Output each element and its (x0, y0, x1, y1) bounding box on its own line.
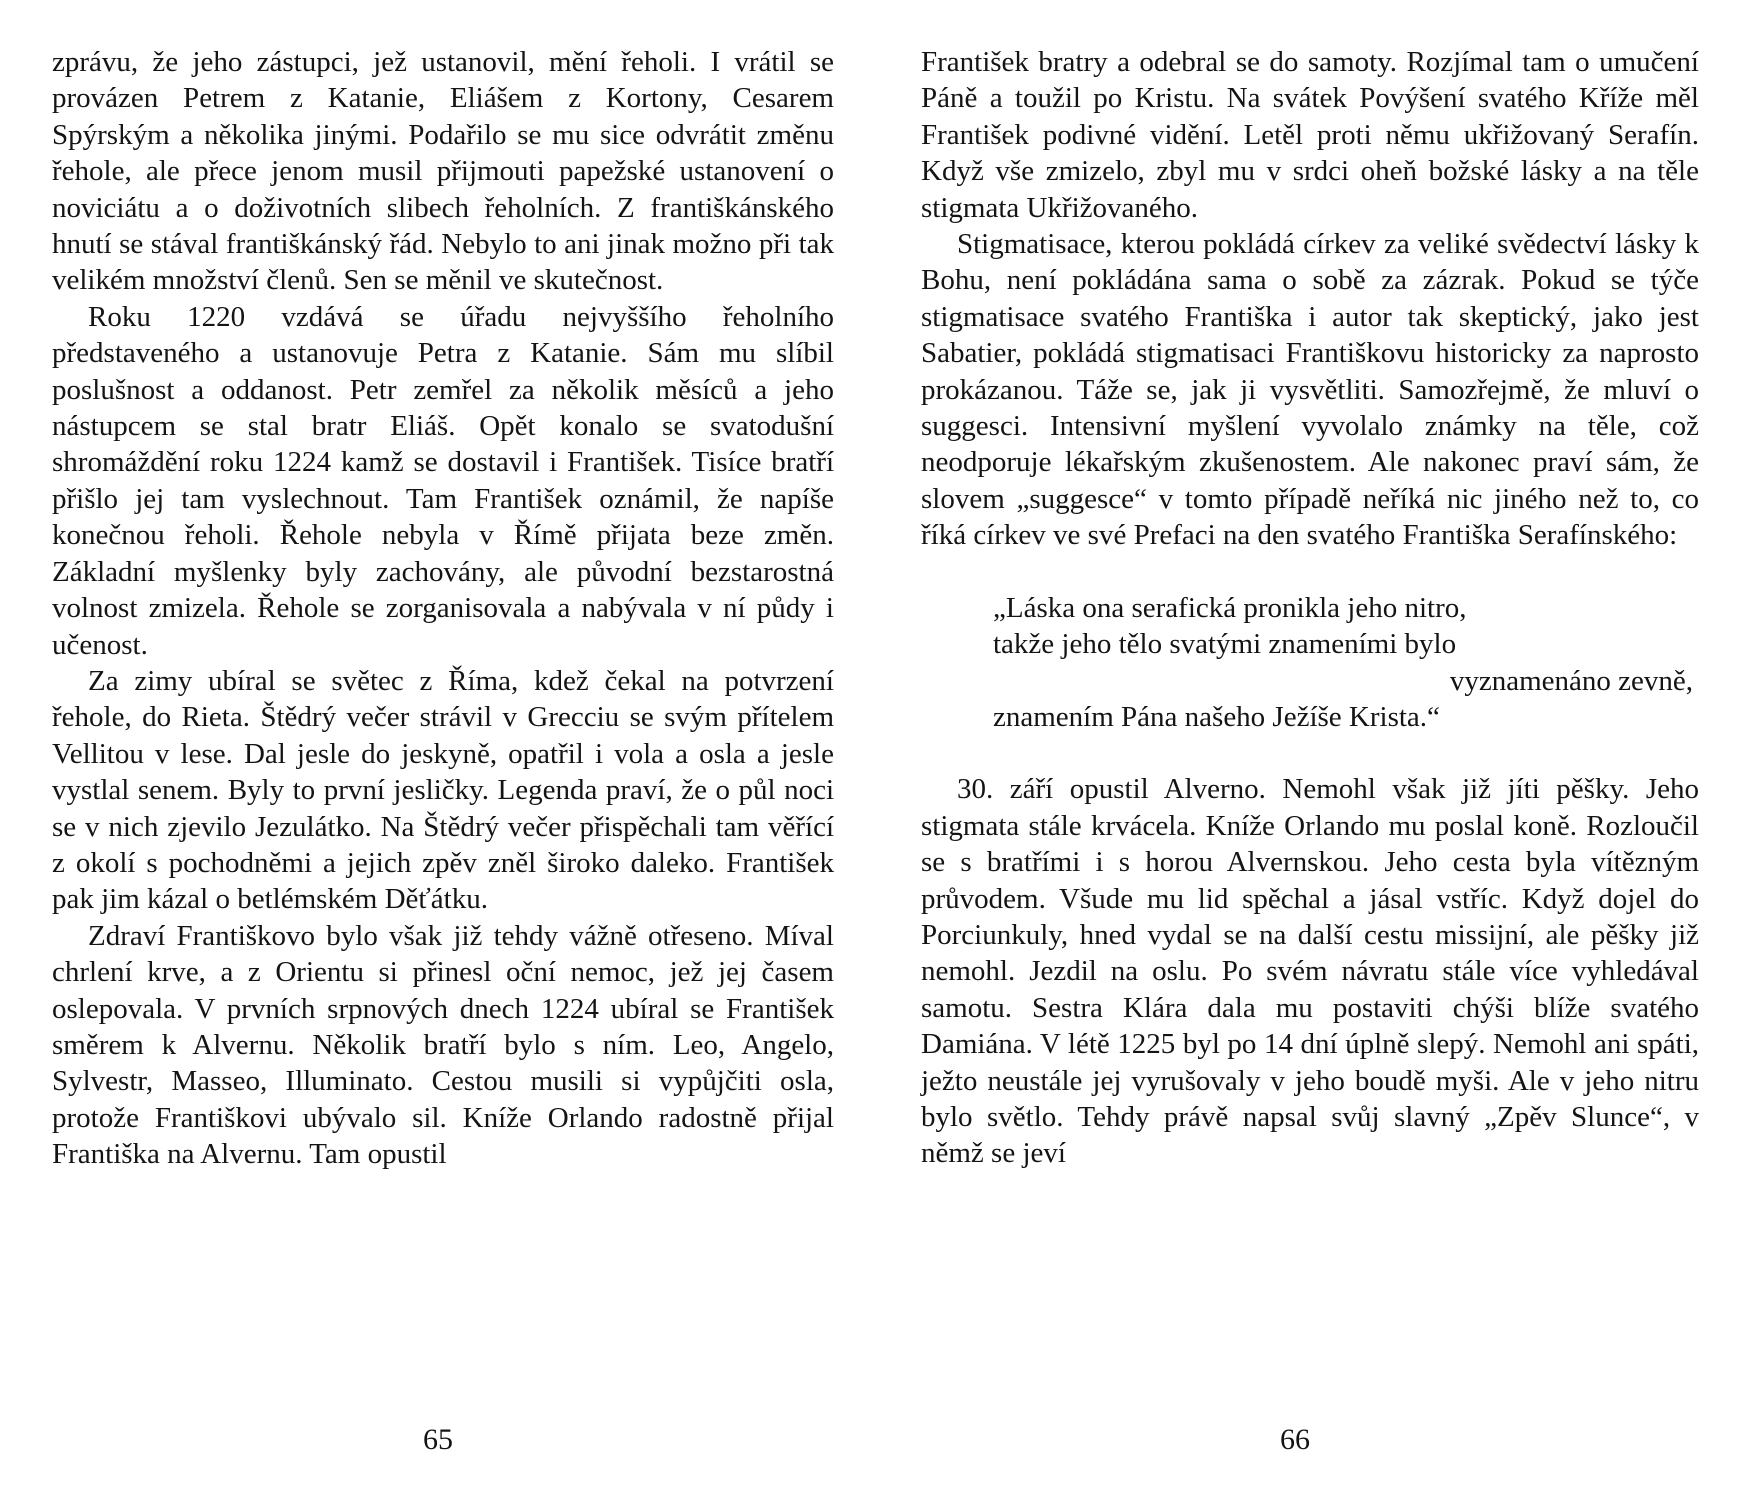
quotation-line-1: „Láska ona serafická pronikla jeho nitro, (993, 591, 1467, 624)
page-number-left: 65 (423, 1423, 453, 1456)
page-number-right: 66 (1280, 1423, 1310, 1456)
left-paragraph-2: Roku 1220 vzdává se úřadu nejvyššího řeholního představeného a ustanovuje Petra z Katanie. Sám mu slíbil poslušnost a oddanost. Petr zemřel za několik měsíců a jeho nástupcem se stal bratr Eliáš. Opět konalo se svatodušní shromáždění roku 1224 kamž se dostavil i František. Tisíce bratří přišlo jej tam vyslechnout. Tam František oznámil, že napíše konečnou řeholi. Řehole nebyla v Římě přijata beze změn. Základní myšlenky byly zachovány, ale původní bezstarostná volnost zmizela. Řehole se zorganisovala a nabývala v ní půdy i učenost. (52, 300, 834, 661)
right-text-column (921, 44, 1699, 1172)
right-paragraph-3: 30. září opustil Alverno. Nemohl však již jíti pěšky. Jeho stigmata stále krvácela. Kníže Orlando mu poslal koně. Rozloučil se s bratřími i s horou Alvernskou. Jeho cesta byla vítězným průvodem. Všude mu lid spěchal a jásal vstříc. Když dojel do Porciunkuly, hned vydal se na další cestu missijní, ale pěšky již nemohl. Jezdil na oslu. Po svém návratu stále více vyhledával samotu. Sestra Klára dala mu postaviti chýši blíže svatého Damiána. V létě 1225 byl po 14 dní úplně slepý. Nemohl ani spáti, ježto neustále jej vyrušovaly v jeho boudě myši. Ale v jeho nitru bylo světlo. Tehdy právě napsal svůj slavný „Zpěv Slunce“, v němž se jeví (921, 773, 1699, 1170)
left-paragraph-3: Za zimy ubíral se světec z Říma, kdež čekal na potvrzení řehole, do Rieta. Štědrý večer strávil v Grecciu se svým přítelem Vellitou v lese. Dal jesle do jeskyně, opatřil i vola a osla a jesle vystlal senem. Byly to první jesličky. Legenda praví, že o půl noci se v nich zjevilo Jezulátko. Na Štědrý večer přispěchali tam věřící z okolí s pochodněmi a jejich zpěv zněl široko daleko. František pak jim kázal o betlémském Děťátku. (52, 664, 834, 916)
right-page (873, 0, 1746, 1500)
quotation-line-4: znamením Pána našeho Ježíše Krista.“ (993, 700, 1440, 733)
left-paragraph-4: Zdraví Františkovo bylo však již tehdy vážně otřeseno. Míval chrlení krve, a z Orientu si přinesl oční nemoc, jež jej časem oslepovala. V prvních srpnových dnech 1224 ubíral se František směrem k Alvernu. Několik bratří bylo s ním. Leo, Angelo, Sylvestr, Masseo, Illuminato. Cestou musili si vypůjčiti osla, protože Františkovi ubývalo sil. Kníže Orlando radostně přijal Františka na Alvernu. Tam opustil (52, 919, 834, 1171)
quotation-line-3: vyznamenáno zevně, (1449, 664, 1693, 697)
left-text-column (52, 44, 834, 1173)
quotation-line-2: takže jeho tělo svatými znameními bylo (993, 628, 1457, 661)
right-paragraph-2: Stigmatisace, kterou pokládá církev za veliké svědectví lásky k Bohu, není pokládána sama o sobě za zázrak. Pokud se týče stigmatisace svatého Františka i autor tak skeptický, jako jest Sabatier, pokládá stigmatisaci Františkovu historicky za naprosto prokázanou. Táže se, jak ji vysvětliti. Samozřejmě, že mluví o suggesci. Intensivní myšlení vyvolalo známky na těle, což neodporuje lékařským zkušenostem. Ale nakonec praví sám, že slovem „suggesce“ v tomto případě neříká nic jiného než to, co říká církev ve své Prefaci na den svatého Františka Serafínského: (921, 228, 1699, 552)
left-paragraph-1: zprávu, že jeho zástupci, jež ustanovil, mění řeholi. I vrátil se provázen Petrem z Katanie, Eliášem z Kortony, Cesarem Spýrským a několika jinými. Podařilo se mu sice odvrátit změnu řehole, ale přece jenom musil přijmouti papežské ustanovení o noviciátu a o doživotních slibech řeholních. Z františkánského hnutí se stával františkánský řád. Nebylo to ani jinak možno při tak velikém množství členů. Sen se měnil ve skutečnost. (52, 46, 834, 297)
preface-quotation (921, 590, 1699, 736)
right-paragraph-1: František bratry a odebral se do samoty. Rozjímal tam o umučení Páně a toužil po Kristu. Na svátek Povýšení svatého Kříže měl František podivné vidění. Letěl proti němu ukřižovaný Serafín. Když vše zmizelo, zbyl mu v srdci oheň božské lásky a na těle stigmata Ukřižovaného. (921, 46, 1699, 224)
